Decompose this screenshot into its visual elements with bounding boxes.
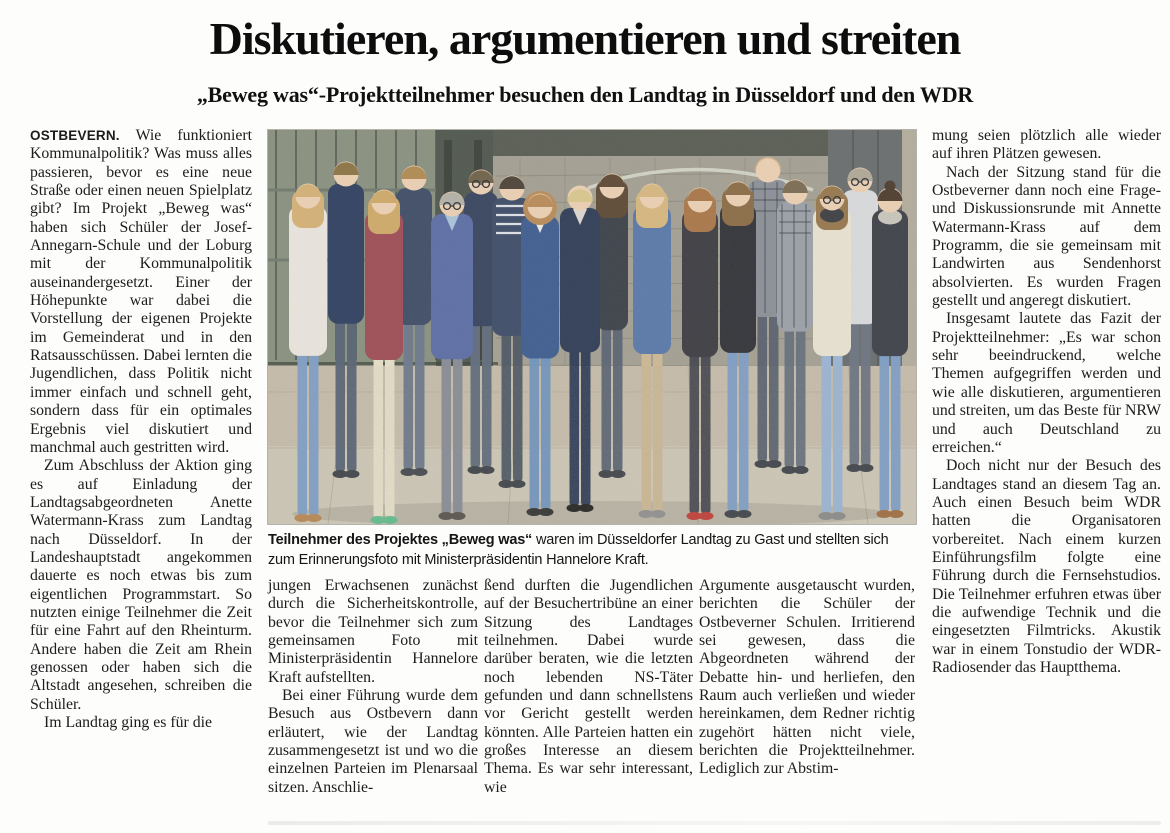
body-paragraph: Nach der Sitzung stand für die Ostbeverner dann noch eine Frage- und Diskussionsrunde mit Annette Watermann-Krass auf dem Programm, die sie gemeinsam mit Landwirten aus Sendenhorst absolvierten. Es wurden Fragen gestellt und angeregt diskutiert.: [932, 163, 1161, 310]
group-photo: [268, 130, 916, 524]
column-mid-1: [268, 577, 478, 821]
column-mid-2: [484, 577, 693, 821]
dateline: OSTBEVERN.: [30, 128, 120, 143]
column-right: [932, 127, 1161, 817]
body-paragraph: Im Landtag ging es für die: [44, 714, 213, 731]
body-text: Wie funktioniert Kommunalpolitik? Was muss alles passieren, bevor es eine neue Straße oder einen neuen Spielplatz gibt? Im Projekt „Beweg was“ haben sich Schüler der Josef-Annegarn-Schule und der Loburg mit der Kommunalpolitik auseinandergesetzt. Einer der Höhepunkte war dabei die Vorstellung der eigenen Projekte im Gemeinderat und in den Ratsausschüssen. Dabei lernten die Jugendlichen, dass Politik nicht immer einfach und schnell geht, sondern dass für ein optimales Ergebnis viel diskutiert und manchmal auch gestritten wird.: [30, 127, 252, 456]
article-subheadline: „Beweg was“-Projektteilnehmer besuchen den Landtag in Düsseldorf und den WDR: [196, 82, 974, 107]
photo-caption: [268, 530, 916, 570]
grain-overlay: [268, 130, 916, 524]
body-paragraph: [30, 127, 252, 457]
column-left: [30, 127, 252, 817]
body-paragraph: Zum Abschluss der Aktion ging es auf Einladung der Landtagsabgeordneten Anette Watermann-Krass zum Landtag nach Düsseldorf. In der Landeshauptstadt angekommen dauerte es noch etwas bis zum eigentlichen Programmstart. So nutzten einige Teilnehmer die Zeit für eine Fahrt auf den Rheinturm. Andere haben die Zeit am Rhein genossen oder haben sich die Altstadt angesehen, schreiben die Schüler.: [30, 457, 252, 713]
body-paragraph: jungen Erwachsenen zunächst durch die Sicherheitskontrolle, bevor die Teilnehmer sich zum gemeinsamen Foto mit Ministerpräsidentin Hannelore Kraft aufstellten.: [268, 577, 478, 686]
photo-caption-lead: Teilnehmer des Projektes „Beweg was“: [268, 532, 533, 548]
scan-artifact: [268, 821, 1161, 825]
column-mid-3: [699, 577, 915, 821]
body-paragraph: Argumente ausgetauscht wurden, berichten die Schüler der Ostbeverner Schulen. Irritierend sei gewesen, dass die Abgeordneten während der Debatte hin- und herliefen, den Raum auch verließen und wieder hereinkamen, dem Redner richtig zugehört hätten nicht viele, berichten die Projektteilnehmer. Lediglich zur Abstim-: [699, 577, 915, 778]
body-paragraph: mung seien plötzlich alle wieder auf ihren Plätzen gewesen.: [932, 127, 1161, 163]
group-photo-svg: [268, 130, 916, 524]
body-paragraph: Doch nicht nur der Besuch des Landtages stand an diesem Tag an. Auch einen Besuch beim WDR hatten die Organisatoren vorbereitet. Nach einem kurzen Einführungsfilm folgte eine Führung durch die Fernsehstudios. Die Teilnehmer erfuhren etwas über die aufwendige Technik und die eingesetzten Filmtricks. Akustik war in einem Tonstudio der WDR-Radiosender das Hauptthema.: [932, 457, 1161, 676]
article-headline: Diskutieren, argumentieren und streiten: [209, 13, 961, 64]
body-paragraph: Insgesamt lautete das Fazit der Projektteilnehmer: „Es war schon sehr beeindruckend, welche Themen aufgegriffen werden und wie alle diskutieren, argumentieren und streiten, um das Beste für NRW und auch Deutschland zu erreichen.“: [932, 310, 1161, 456]
body-paragraph: ßend durften die Jugendlichen auf der Besuchertribüne an einer Sitzung des Landtages teilnehmen. Dabei wurde darüber beraten, wie die letzten noch lebenden NS-Täter gefunden und dann schnellstens vor Gericht gestellt werden könnten. Alle Parteien hatten ein großes Interesse an diesem Thema. Es war sehr interessant, wie: [484, 577, 693, 796]
photo-caption-rest: waren im Düsseldorfer Landtag zu Gast und stellten sich zum Erinnerungsfoto mit Ministerpräsidentin Hannelore Kraft.: [268, 532, 889, 568]
body-paragraph: Bei einer Führung wurde dem Besuch aus Ostbevern dann erläutert, wie der Landtag zusammengesetzt ist und wo die einzelnen Parteien im Plenarsaal sitzen. Anschlie-: [268, 687, 478, 796]
